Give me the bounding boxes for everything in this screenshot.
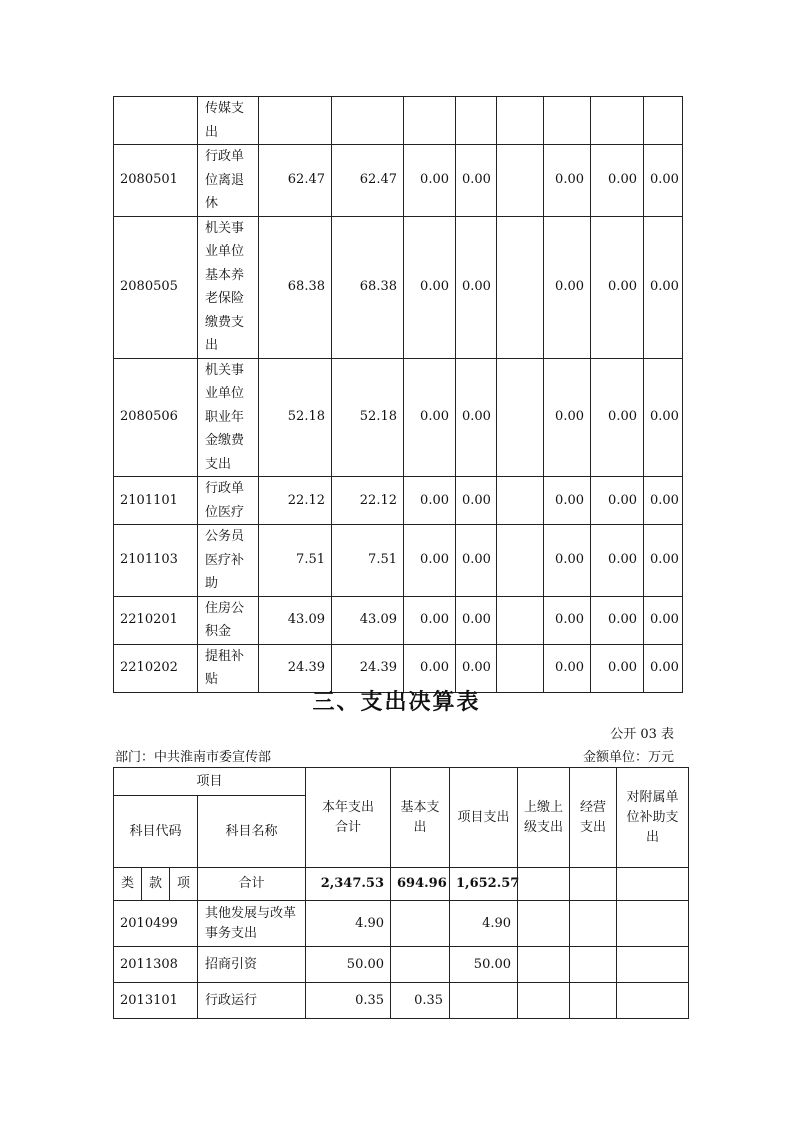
sum-basic: 694.96 <box>391 868 450 901</box>
table-row <box>114 216 683 358</box>
subject-name <box>198 596 259 644</box>
basic-cell <box>391 947 450 983</box>
table-row <box>114 947 689 983</box>
value-cell: 0.00 <box>404 358 456 477</box>
header-business-line: 经营 <box>580 799 607 815</box>
project-cell: 4.90 <box>450 901 518 947</box>
total-cell: 62.47 <box>259 145 332 217</box>
value-cell: 0.00 <box>456 477 497 525</box>
subject-name-line: 贴 <box>205 672 219 687</box>
header-code: 科目代码 <box>114 796 198 868</box>
total-cell: 4.90 <box>306 901 391 947</box>
table-row <box>114 145 683 217</box>
total-cell: 52.18 <box>259 358 332 477</box>
total-cell: 24.39 <box>259 644 332 692</box>
subject-code: 2101101 <box>114 477 198 525</box>
department-label: 部门：中共淮南市委宣传部 <box>115 750 272 765</box>
subject-name-line: 位医疗 <box>205 504 245 520</box>
header-basic-line: 出 <box>413 819 427 835</box>
value-cell <box>497 97 544 145</box>
basic-cell: 43.09 <box>332 596 404 644</box>
value-cell: 0.00 <box>544 216 591 358</box>
table-row <box>114 596 683 644</box>
header-upper <box>518 768 570 868</box>
project-cell <box>450 983 518 1019</box>
upper-cell <box>518 947 570 983</box>
value-cell: 0.00 <box>404 525 456 597</box>
subject-name-line: 出 <box>205 338 219 353</box>
value-cell: 0.00 <box>404 477 456 525</box>
sum-row <box>114 868 689 901</box>
value-cell <box>497 525 544 597</box>
subject-name-line: 住房公 <box>205 600 245 616</box>
value-cell <box>497 358 544 477</box>
subsidy-cell <box>617 947 689 983</box>
header-subsidy-line: 位补助支 <box>626 809 679 825</box>
header-basic <box>391 768 450 868</box>
subject-name-line: 老保险 <box>205 291 245 306</box>
value-cell: 0.00 <box>456 145 497 217</box>
subject-name-line: 其他发展与改革 <box>205 905 297 921</box>
upper-cell <box>518 901 570 947</box>
value-cell <box>497 216 544 358</box>
subject-name <box>198 477 259 525</box>
total-cell: 7.51 <box>259 525 332 597</box>
table1-body <box>114 97 683 693</box>
header-total <box>306 768 391 868</box>
value-cell: 0.00 <box>591 358 644 477</box>
value-cell: 0.00 <box>644 216 683 358</box>
subject-name-line: 招商引资 <box>205 956 258 972</box>
subject-name <box>198 983 306 1019</box>
subject-name-line: 机关事 <box>205 362 245 378</box>
basic-cell: 62.47 <box>332 145 404 217</box>
value-cell: 0.00 <box>591 477 644 525</box>
sum-subsidy <box>617 868 689 901</box>
value-cell: 0.00 <box>544 644 591 692</box>
basic-cell <box>332 97 404 145</box>
value-cell: 0.00 <box>544 145 591 217</box>
subject-code: 2210202 <box>114 644 198 692</box>
total-cell: 0.35 <box>306 983 391 1019</box>
subject-name-line: 基本养 <box>205 267 245 283</box>
total-cell: 68.38 <box>259 216 332 358</box>
lei-label: 类 <box>114 868 142 901</box>
subject-code: 2210201 <box>114 596 198 644</box>
subject-code: 2010499 <box>114 901 198 947</box>
value-cell: 0.00 <box>591 644 644 692</box>
basic-cell: 0.35 <box>391 983 450 1019</box>
business-cell <box>570 983 617 1019</box>
header-basic-line: 基本支 <box>400 799 440 815</box>
subject-name-line: 公务员 <box>205 529 245 544</box>
sum-project: 1,652.57 <box>450 868 518 901</box>
header-name: 科目名称 <box>198 796 306 868</box>
value-cell: 0.00 <box>404 644 456 692</box>
subsidy-cell <box>617 983 689 1019</box>
value-cell <box>404 97 456 145</box>
value-cell: 0.00 <box>644 358 683 477</box>
project-cell: 50.00 <box>450 947 518 983</box>
subject-name <box>198 145 259 217</box>
basic-cell: 68.38 <box>332 216 404 358</box>
subject-name-line: 出 <box>205 124 219 140</box>
header-business <box>570 768 617 868</box>
subject-code: 2011308 <box>114 947 198 983</box>
subject-name-line: 积金 <box>205 624 232 639</box>
total-cell <box>259 97 332 145</box>
value-cell: 0.00 <box>644 596 683 644</box>
header-subsidy-line: 出 <box>646 829 660 845</box>
value-cell: 0.00 <box>456 216 497 358</box>
subject-name-line: 缴费支 <box>205 314 245 330</box>
expenditure-table-continued <box>113 96 683 693</box>
subject-name-line: 事务支出 <box>205 925 258 941</box>
value-cell: 0.00 <box>456 358 497 477</box>
header-upper-line: 级支出 <box>524 819 564 835</box>
business-cell <box>570 947 617 983</box>
basic-cell: 52.18 <box>332 358 404 477</box>
value-cell <box>591 97 644 145</box>
header-total-line: 合计 <box>335 819 362 835</box>
value-cell <box>497 145 544 217</box>
sum-label: 合计 <box>198 868 306 901</box>
value-cell: 0.00 <box>544 358 591 477</box>
subject-name <box>198 947 306 983</box>
total-cell: 50.00 <box>306 947 391 983</box>
subject-name <box>198 525 259 597</box>
upper-cell <box>518 983 570 1019</box>
subject-name <box>198 216 259 358</box>
subject-name <box>198 901 306 947</box>
header-upper-line: 上缴上 <box>524 799 564 815</box>
value-cell: 0.00 <box>644 477 683 525</box>
header-project: 项目支出 <box>450 768 518 868</box>
table-row <box>114 97 683 145</box>
value-cell: 0.00 <box>544 525 591 597</box>
value-cell: 0.00 <box>644 525 683 597</box>
value-cell: 0.00 <box>591 596 644 644</box>
sum-business <box>570 868 617 901</box>
form-number: 公开 03 表 <box>610 727 674 742</box>
subject-name-line: 业单位 <box>205 244 245 259</box>
subject-name-line: 机关事 <box>205 220 245 236</box>
expenditure-final-accounts-table <box>113 767 689 1019</box>
basic-cell <box>391 901 450 947</box>
value-cell: 0.00 <box>591 216 644 358</box>
table-row <box>114 983 689 1019</box>
total-cell: 22.12 <box>259 477 332 525</box>
subject-name <box>198 97 259 145</box>
subject-code: 2080506 <box>114 358 198 477</box>
subject-name-line: 传媒支 <box>205 101 245 116</box>
value-cell <box>456 97 497 145</box>
subject-name-line: 医疗补 <box>205 552 245 568</box>
value-cell <box>544 97 591 145</box>
header-business-line: 支出 <box>580 819 607 835</box>
value-cell: 0.00 <box>456 525 497 597</box>
value-cell: 0.00 <box>404 145 456 217</box>
value-cell <box>497 596 544 644</box>
value-cell: 0.00 <box>456 644 497 692</box>
amount-unit-label: 金额单位：万元 <box>582 750 674 765</box>
table-row <box>114 901 689 947</box>
subject-name-line: 行政单 <box>205 481 245 496</box>
basic-cell: 22.12 <box>332 477 404 525</box>
header-item: 项目 <box>114 768 306 796</box>
header-subsidy-line: 对附属单 <box>626 789 679 805</box>
sum-total: 2,347.53 <box>306 868 391 901</box>
subject-code: 2080501 <box>114 145 198 217</box>
total-cell: 43.09 <box>259 596 332 644</box>
table-row <box>114 358 683 477</box>
section-title: 三、支出决算表 <box>312 690 481 715</box>
header-row-1 <box>114 768 689 796</box>
subject-name-line: 助 <box>205 576 219 591</box>
subject-name-line: 金缴费 <box>205 433 245 448</box>
basic-cell: 7.51 <box>332 525 404 597</box>
value-cell: 0.00 <box>404 216 456 358</box>
value-cell: 0.00 <box>404 596 456 644</box>
subject-code <box>114 97 198 145</box>
sum-upper <box>518 868 570 901</box>
subject-name-line: 行政单 <box>205 149 245 164</box>
business-cell <box>570 901 617 947</box>
value-cell: 0.00 <box>456 596 497 644</box>
value-cell: 0.00 <box>644 644 683 692</box>
value-cell: 0.00 <box>644 145 683 217</box>
subject-code: 2101103 <box>114 525 198 597</box>
value-cell: 0.00 <box>591 145 644 217</box>
subject-name-line: 支出 <box>205 456 232 472</box>
header-total-line: 本年支出 <box>322 799 375 815</box>
value-cell <box>644 97 683 145</box>
subject-name <box>198 358 259 477</box>
value-cell: 0.00 <box>544 596 591 644</box>
subject-name-line: 职业年 <box>205 409 245 425</box>
header-subsidy <box>617 768 689 868</box>
subsidy-cell <box>617 901 689 947</box>
basic-cell: 24.39 <box>332 644 404 692</box>
subject-name-line: 位离退 <box>205 172 245 188</box>
table-row <box>114 477 683 525</box>
value-cell <box>497 477 544 525</box>
subject-name-line: 行政运行 <box>205 992 258 1008</box>
value-cell: 0.00 <box>591 525 644 597</box>
kuan-label: 款 <box>142 868 170 901</box>
table2-body <box>114 901 689 1019</box>
subject-name-line: 业单位 <box>205 386 245 401</box>
subject-name-line: 提租补 <box>205 648 245 664</box>
xiang-label: 项 <box>170 868 198 901</box>
subject-code: 2080505 <box>114 216 198 358</box>
value-cell: 0.00 <box>544 477 591 525</box>
subject-name-line: 休 <box>205 196 219 211</box>
table-row <box>114 525 683 597</box>
subject-code: 2013101 <box>114 983 198 1019</box>
